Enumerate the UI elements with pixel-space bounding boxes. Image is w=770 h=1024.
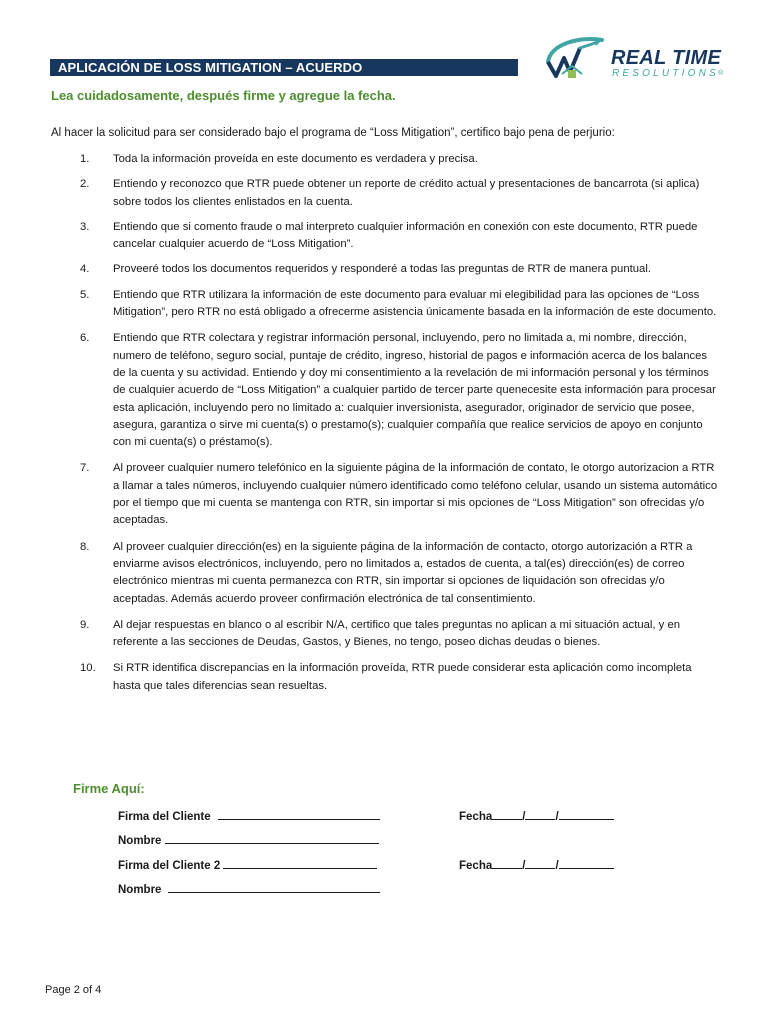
date-separator: / xyxy=(555,811,559,823)
date-label: Fecha xyxy=(459,811,493,823)
clause-item xyxy=(51,617,721,652)
clause-item xyxy=(51,151,721,168)
client-signature-2-line[interactable] xyxy=(118,858,377,873)
logo-wordmark: REAL TIME xyxy=(611,47,722,69)
clause-number: 10. xyxy=(80,662,96,675)
clause-number: 8. xyxy=(80,540,90,553)
date-day-field[interactable] xyxy=(525,858,555,869)
clause-number: 2. xyxy=(80,178,90,191)
clause-item xyxy=(51,330,721,451)
clause-text: Entiendo que si comento fraude o mal interpreto cualquier información en conexión con este documento, RTR puede cancelar cualquier acuerdo de “Loss Mitigation”. xyxy=(113,220,698,251)
clause-number: 1. xyxy=(80,153,90,165)
client-signature-line[interactable] xyxy=(118,809,380,824)
page-number: Page 2 of 4 xyxy=(45,984,102,996)
clause-item xyxy=(51,539,721,608)
clause-item xyxy=(51,287,721,322)
clause-item xyxy=(51,261,721,278)
clause-text: Proveeré todos los documentos requeridos y responderé a todas las preguntas de RTR de manera puntual. xyxy=(113,263,651,276)
client-signature-field[interactable] xyxy=(218,809,380,820)
date-line-1[interactable] xyxy=(459,809,614,824)
instructions: Lea cuidadosamente, después firme y agregue la fecha. xyxy=(51,88,396,103)
clause-item xyxy=(51,460,721,529)
date-line-2[interactable] xyxy=(459,858,614,873)
clause-text: Al dejar respuestas en blanco o al escribir N/A, certifico que tales preguntas no aplican a mi situación actual, y en referente a las secciones de Deudas, Gastos, y Bienes, no tengo, poseo dichas deudas o bienes. xyxy=(113,618,681,649)
document-title: APLICACIÓN DE LOSS MITIGATION – ACUERDO xyxy=(50,59,518,76)
date-label: Fecha xyxy=(459,860,493,872)
clause-number: 9. xyxy=(80,618,90,631)
clause-text: Entiendo que RTR utilizara la información de este documento para evaluar mi elegibilidad para las opciones de “Loss Mitigation”, pero RTR no está obligado a ofrecerme asistencia únicamente basada en la información de este documento. xyxy=(113,288,717,319)
clause-text: Si RTR identifica discrepancias en la información proveída, RTR puede considerar esta aplicación como incompleta hasta que tales diferencias sean resueltas. xyxy=(113,662,692,692)
clause-text: Al proveer cualquier numero telefónico en la siguiente página de la información de contato, le otorgo autorizacion a RTR a llamar a tales números, incluyendo cualquier número identificado como teléfono celular, usando un sistema automático por el tiempo que mi cuenta se mantenga con RTR, sin importar si mis opciones de “Loss Mitigation” son ofrecidas y/o aceptadas. xyxy=(113,462,718,527)
registered-mark: ® xyxy=(718,70,724,77)
clause-item xyxy=(51,660,721,695)
clause-text: Entiendo y reconozco que RTR puede obtener un reporte de crédito actual y presentaciones de bancarrota (si aplica) sobre todos los clientes enlistados en la cuenta. xyxy=(113,178,700,208)
clause-number: 3. xyxy=(80,220,90,233)
clause-list xyxy=(51,151,721,695)
date-day-field[interactable] xyxy=(525,809,555,820)
date-year-field[interactable] xyxy=(559,858,614,869)
clause-number: 5. xyxy=(80,288,90,301)
client-signature-2-label: Firma del Cliente 2 xyxy=(118,860,221,872)
date-separator: / xyxy=(522,811,526,823)
date-year-field[interactable] xyxy=(559,809,614,820)
sign-here-heading: Firme Aquí: xyxy=(73,781,145,796)
intro-paragraph: Al hacer la solicitud para ser considerado bajo el programa de “Loss Mitigation”, certifico bajo pena de perjurio: xyxy=(51,127,615,139)
clause-text: Toda la información proveída en este documento es verdadera y precisa. xyxy=(113,153,478,165)
client-signature-2-field[interactable] xyxy=(223,858,377,869)
name-line-2[interactable] xyxy=(118,882,380,897)
logo-tagline: RESOLUTIONS xyxy=(612,68,719,79)
date-separator: / xyxy=(522,860,526,872)
name-label: Nombre xyxy=(118,884,162,896)
clause-text: Al proveer cualquier dirección(es) en la siguiente página de la información de contacto, otorgo autorización a RTR a enviarme avisos electrónicos, incluyendo, pero no limitados a, estados de cuenta, a tal(es) dirección(es) de correo electrónico mientras mi cuenta permanezca con RTR, sin importar si opciones de liquidación son ofrecidas y/o aceptadas. Además acuerdo proveer confirmación electrónica de tal consentimiento. xyxy=(113,540,693,605)
clause-item xyxy=(51,176,721,211)
date-separator: / xyxy=(555,860,559,872)
real-time-resolutions-logo xyxy=(540,30,730,82)
clause-number: 7. xyxy=(80,462,90,475)
date-month-field[interactable] xyxy=(492,858,522,869)
name-line-1[interactable] xyxy=(118,833,379,848)
clause-number: 6. xyxy=(80,332,90,345)
client-signature-label: Firma del Cliente xyxy=(118,811,211,823)
date-month-field[interactable] xyxy=(492,809,522,820)
name-label: Nombre xyxy=(118,835,162,847)
clause-text: Entiendo que RTR colectara y registrar información personal, incluyendo, pero no limitada a, mi nombre, dirección, numero de teléfono, seguro social, puntaje de crédito, ingreso, historial de pagos e información acerca de los balances de la cuenta y su actividad. Entiendo y doy mi consentimiento a la revelación de mi información personal y los términos de cualquier acuerdo de “Loss Mitigation” a cualquier partido de tercer parte quenecesite esta información para procesar esta aplicación, incluyendo pero no limitado a: cualquier inversionista, asegurador, originador de servicio que posee, asegura, garantiza o sirve mi cuenta(s) o prestamo(s); cualquier compañía que realice servicios de apoyo en conjunto con mi cuenta(s) o préstamo(s). xyxy=(113,332,716,449)
clause-number: 4. xyxy=(80,263,90,276)
name-field-1[interactable] xyxy=(165,833,379,844)
clause-item xyxy=(51,219,721,254)
name-field-2[interactable] xyxy=(168,882,380,893)
